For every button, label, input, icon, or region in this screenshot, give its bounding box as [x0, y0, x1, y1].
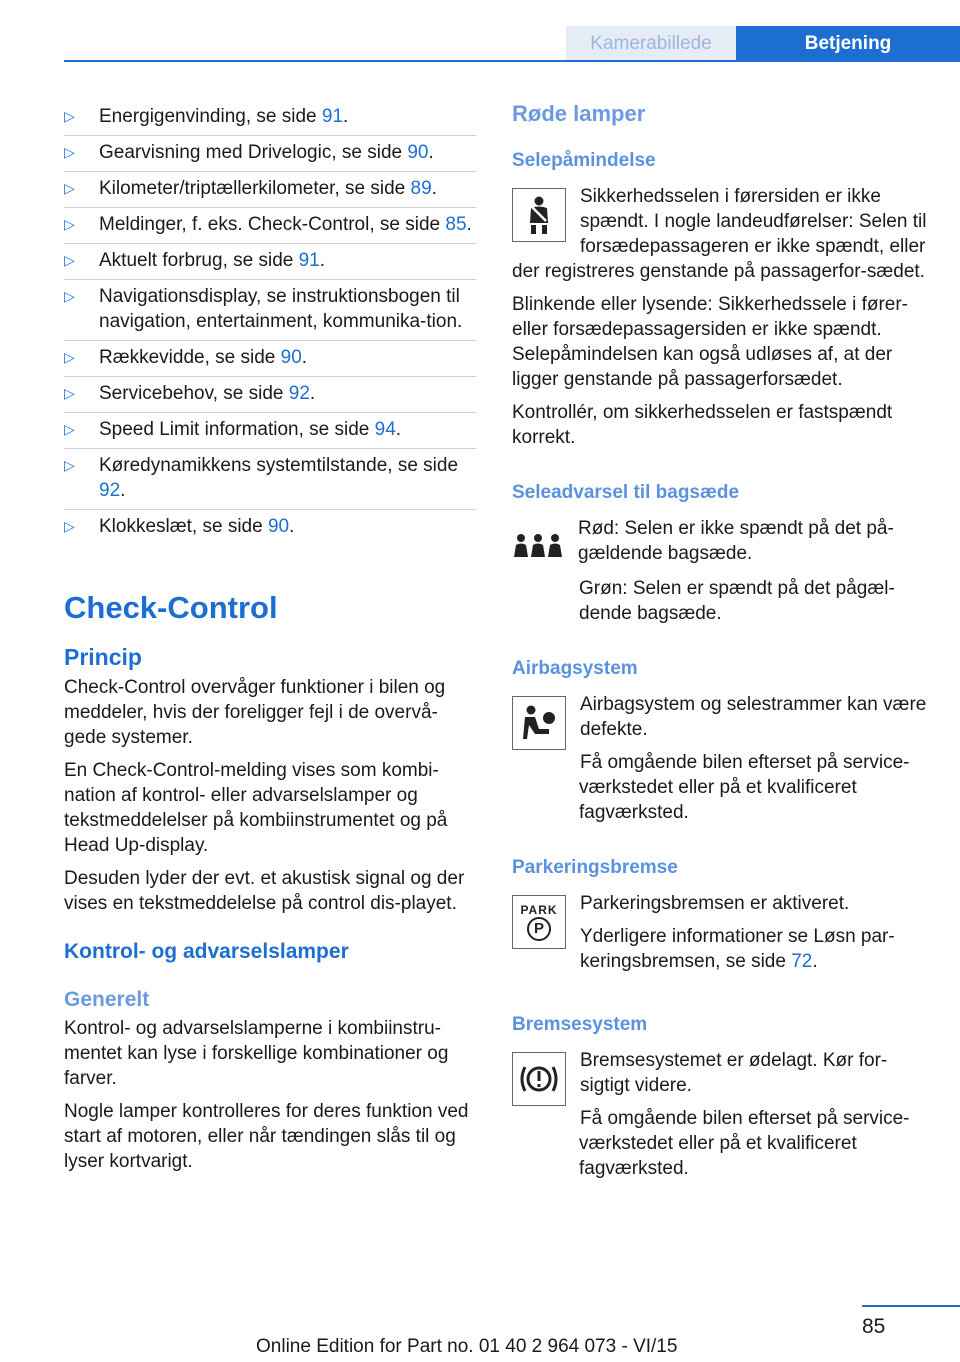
paragraph: Rød: Selen er ikke spændt på det på‐gældende bagsæde.: [578, 518, 894, 564]
section-airbagsystem: [512, 656, 927, 825]
paragraph: Få omgående bilen efterset på service‐værkstedet eller på et kvalificeret fagværksted.: [579, 752, 910, 823]
paragraph: Få omgående bilen efterset på service‐værkstedet eller på et kvalificeret fagværksted.: [579, 1108, 910, 1179]
right-column: [512, 100, 927, 1211]
heading-kontrol-advarselslamper: Kontrol- og advarselslamper: [64, 940, 349, 963]
paragraph: Bremsesystemet er ødelagt. Kør for‐sigtigt videre.: [580, 1050, 888, 1096]
page-link[interactable]: 90: [407, 142, 429, 163]
parking-brake-icon: PARK P: [512, 895, 566, 949]
footer-rule: [862, 1305, 960, 1307]
header-tab-kamerabillede[interactable]: Kamerabillede: [566, 26, 736, 62]
heading-roede-lamper: Røde lamper: [512, 101, 646, 126]
page-link[interactable]: 92: [99, 480, 121, 501]
feature-list: [64, 100, 476, 545]
paragraph: Sikkerhedsselen i førersiden er ikke spændt. I nogle landeudførelser: Selen til forsædepassageren er ikke spændt, eller der registreres genstande på passagerfor‐sædet.: [512, 186, 927, 282]
triangle-bullet-icon: ▷: [64, 180, 75, 196]
seatbelt-warning-icon: [512, 188, 566, 242]
paragraph: Kontrollér, om sikkerhedsselen er fastspændt korrekt.: [512, 402, 893, 448]
list-item: ▷ Navigationsdisplay, se instruktionsbogen til navigation, entertainment, kommunika‐tion.: [64, 280, 476, 341]
list-item: ▷ Speed Limit information, se side 94.: [64, 413, 476, 449]
triangle-bullet-icon: ▷: [64, 421, 75, 437]
left-column: [64, 100, 476, 1182]
list-item: ▷ Meldinger, f. eks. Check-Control, se side 85.: [64, 208, 476, 244]
page-link[interactable]: 72: [791, 951, 813, 972]
header-rule: [64, 60, 960, 62]
list-item: ▷ Klokkeslæt, se side 90.: [64, 516, 295, 537]
section-title-check-control: Check-Control: [64, 590, 278, 625]
paragraph: Grøn: Selen er spændt på det pågæl‐dende bagsæde.: [579, 578, 895, 624]
list-item: ▷ Servicebehov, se side 92.: [64, 377, 476, 413]
page-link[interactable]: 91: [321, 106, 344, 127]
paragraph: Blinkende eller lysende: Sikkerhedssele i fører- eller forsædepassagersiden er ikke spændt. Selepåmindelsen kan også udløses af, at der ligger genstande på passagerforsædet.: [512, 294, 909, 390]
triangle-bullet-icon: ▷: [64, 518, 75, 534]
triangle-bullet-icon: ▷: [64, 252, 75, 268]
paragraph: Check-Control overvåger funktioner i bilen og meddeler, hvis der foreligger fejl i de overvå‐gede systemer.: [64, 677, 446, 748]
section-selepaamindelse: [512, 148, 927, 450]
paragraph: Nogle lamper kontrolleres for deres funktion ved start af motoren, eller når tændingen slås til og lyser kortvarigt.: [64, 1101, 469, 1172]
heading-princip: Princip: [64, 644, 142, 670]
page-link[interactable]: 90: [280, 347, 302, 368]
list-item: ▷ Køredynamikkens systemtilstande, se side 92.: [64, 449, 476, 510]
page-link[interactable]: 85: [445, 214, 467, 235]
section-bremsesystem: [512, 1012, 927, 1181]
triangle-bullet-icon: ▷: [64, 385, 75, 401]
triangle-bullet-icon: ▷: [64, 108, 75, 124]
heading-generelt: Generelt: [64, 988, 150, 1011]
paragraph: Airbagsystem og selestrammer kan være defekte.: [580, 694, 927, 740]
section-seleadvarsel-bagsaede: [512, 480, 927, 626]
paragraph: En Check-Control-melding vises som kombi‐nation af kontrol- eller advarselslamper og tekstmeddelelser på kombiinstrumentet og på Head Up-display.: [64, 760, 448, 856]
triangle-bullet-icon: ▷: [64, 144, 75, 160]
triangle-bullet-icon: ▷: [64, 288, 75, 304]
page-link[interactable]: 94: [374, 419, 396, 440]
heading-bremsesystem: Bremsesystem: [512, 1014, 648, 1035]
paragraph: Kontrol- og advarselslamperne i kombiinstru‐mentet kan lyse i forskellige kombinationer og farver.: [64, 1018, 449, 1089]
page-link[interactable]: 91: [298, 250, 320, 271]
section-parkeringsbremse: [512, 855, 927, 982]
footer-edition: Online Edition for Part no. 01 40 2 964 073 - VI/15: [256, 1336, 678, 1357]
list-item: ▷ Rækkevidde, se side 90.: [64, 341, 476, 377]
list-item: ▷ Energigenvinding, se side 91.: [64, 100, 476, 136]
brake-warning-icon: [512, 1052, 566, 1106]
paragraph: Desuden lyder der evt. et akustisk signal og der vises en tekstmeddelelse på control dis‐playet.: [64, 868, 465, 914]
page-link[interactable]: 90: [267, 516, 290, 537]
heading-selepaamindelse: Selepåmindelse: [512, 150, 656, 171]
heading-seleadvarsel: Seleadvarsel til bagsæde: [512, 482, 740, 503]
list-item: ▷ Kilometer/triptællerkilometer, se side 89.: [64, 172, 476, 208]
heading-parkeringsbremse: Parkeringsbremse: [512, 857, 678, 878]
heading-airbagsystem: Airbagsystem: [512, 658, 638, 679]
airbag-warning-icon: [512, 696, 566, 750]
list-item: ▷ Gearvisning med Drivelogic, se side 90.: [64, 136, 476, 172]
paragraph: Yderligere informationer se Løsn par‐keringsbremsen, se side 72.: [580, 926, 895, 972]
page-link[interactable]: 92: [288, 383, 310, 404]
triangle-bullet-icon: ▷: [64, 216, 75, 232]
paragraph: Parkeringsbremsen er aktiveret.: [580, 893, 850, 914]
rear-seatbelt-icon: [512, 520, 564, 572]
triangle-bullet-icon: ▷: [64, 349, 75, 365]
page-number: 85: [862, 1315, 886, 1338]
header-tab-betjening[interactable]: Betjening: [736, 26, 960, 62]
page-link[interactable]: 89: [410, 178, 432, 199]
list-item: ▷ Aktuelt forbrug, se side 91.: [64, 244, 476, 280]
triangle-bullet-icon: ▷: [64, 457, 75, 473]
